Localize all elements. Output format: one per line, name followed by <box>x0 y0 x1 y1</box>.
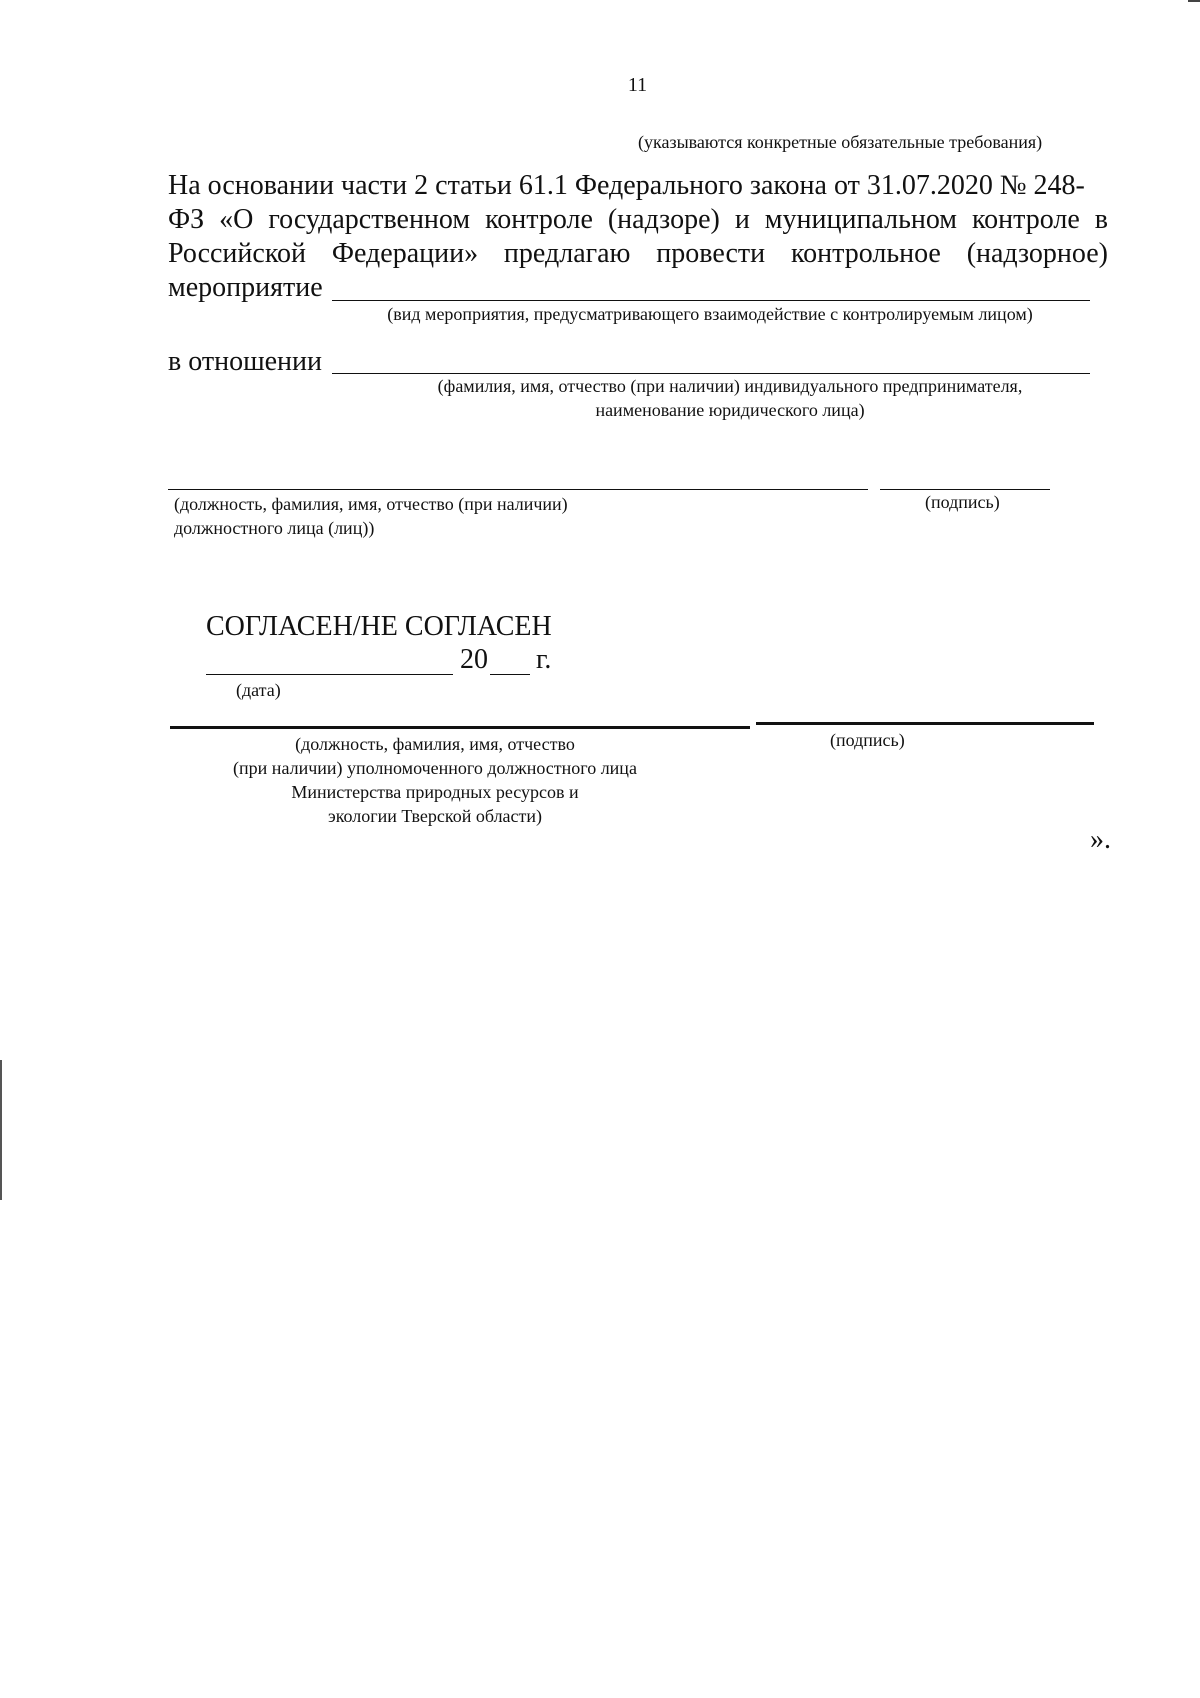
date-line[interactable] <box>206 674 453 675</box>
agree-heading: СОГЛАСЕН/НЕ СОГЛАСЕН <box>206 611 552 642</box>
authorized-caption-line-1: (должность, фамилия, имя, отчество <box>295 734 575 754</box>
scan-edge-top <box>1188 0 1200 2</box>
authorized-signature-caption: (подпись) <box>830 730 905 750</box>
year-prefix: 20 <box>460 644 488 675</box>
official-caption-line-2: должностного лица (лиц)) <box>174 518 375 538</box>
authorized-caption-line-2: (при наличии) уполномоченного должностного лица <box>233 758 637 778</box>
paragraph-line-1: На основании части 2 статьи 61.1 Федерального закона от 31.07.2020 № 248- <box>168 170 1085 201</box>
page-number: 11 <box>627 74 648 96</box>
closing-mark: ». <box>1090 824 1111 855</box>
scan-edge-left <box>0 1060 2 1200</box>
date-caption: (дата) <box>236 680 281 700</box>
relation-caption-line-1: (фамилия, имя, отчество (при наличии) индивидуального предпринимателя, <box>437 376 1023 396</box>
year-suffix: г. <box>536 644 552 675</box>
event-label: мероприятие <box>168 272 323 303</box>
relation-label: в отношении <box>168 346 323 377</box>
year-line[interactable] <box>490 674 530 675</box>
requirements-caption: (указываются конкретные обязательные требования) <box>638 132 1043 152</box>
paragraph-line-3: Российской Федерации» предлагаю провести контрольное (надзорное) <box>168 238 1108 269</box>
paragraph-line-2: ФЗ «О государственном контроле (надзоре) и муниципальном контроле в <box>168 204 1108 235</box>
official-signature-line[interactable] <box>880 489 1050 490</box>
relation-caption-line-2: наименование юридического лица) <box>595 400 865 420</box>
official-name-line[interactable] <box>168 489 868 490</box>
authorized-caption-line-4: экологии Тверской области) <box>327 806 543 826</box>
relation-line[interactable] <box>332 373 1090 374</box>
event-type-line[interactable] <box>332 300 1090 301</box>
event-caption: (вид мероприятия, предусматривающего взаимодействие с контролируемым лицом) <box>387 304 1033 324</box>
authorized-name-line[interactable] <box>170 726 750 729</box>
official-caption-line-1: (должность, фамилия, имя, отчество (при наличии) <box>174 494 568 514</box>
authorized-caption-line-3: Министерства природных ресурсов и <box>291 782 579 802</box>
official-signature-caption: (подпись) <box>925 492 1000 512</box>
authorized-signature-line[interactable] <box>756 722 1094 725</box>
